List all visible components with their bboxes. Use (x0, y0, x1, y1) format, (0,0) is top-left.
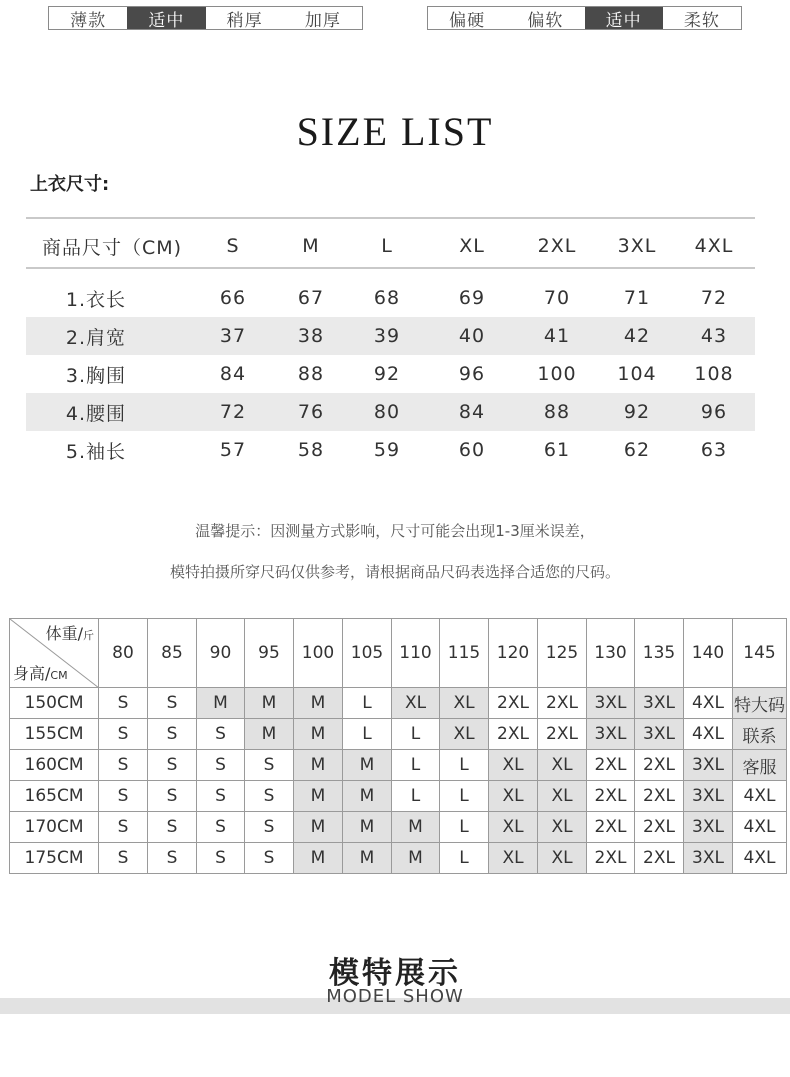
grid-corner-cell (10, 619, 99, 688)
weight-header-cell: 95 (245, 619, 294, 688)
size-recommendation-cell: 2XL (635, 812, 684, 843)
height-row (10, 843, 787, 874)
size-recommendation-cell: 4XL (733, 843, 787, 874)
thickness-option-active: 适中 (127, 7, 205, 29)
size-recommendation-cell: S (148, 750, 197, 781)
measurement-label: 5.袖长 (65, 440, 127, 463)
size-recommendation-cell: XL (489, 750, 538, 781)
size-recommendation-cell: M (343, 812, 392, 843)
size-recommendation-cell: S (99, 688, 148, 719)
size-recommendation-cell: S (197, 781, 245, 812)
size-recommendation-cell: 2XL (489, 688, 538, 719)
size-recommendation-cell: S (148, 719, 197, 750)
measurement-value: 96 (700, 401, 728, 423)
size-recommendation-cell: M (294, 750, 343, 781)
size-recommendation-cell: S (245, 843, 294, 874)
measurement-value: 69 (458, 287, 486, 309)
size-recommendation-cell: 3XL (635, 688, 684, 719)
table-top-divider (26, 217, 755, 219)
measurement-value: 92 (623, 401, 651, 423)
size-recommendation-cell: XL (440, 719, 489, 750)
size-header-cell: 4XL (694, 235, 734, 257)
size-table-header (26, 227, 755, 265)
size-table-header-label: 商品尺寸（CM) (41, 236, 183, 259)
size-recommendation-cell: 2XL (538, 719, 587, 750)
measurement-value: 80 (373, 401, 401, 423)
size-recommendation-cell: 客服 (733, 750, 787, 781)
softness-selector (427, 6, 742, 30)
size-recommendation-cell: 4XL (733, 812, 787, 843)
height-row (10, 688, 787, 719)
measurement-value: 70 (543, 287, 571, 309)
size-recommendation-cell: L (440, 781, 489, 812)
measurement-value: 60 (458, 439, 486, 461)
measurement-value: 42 (623, 325, 651, 347)
weight-header-cell: 100 (294, 619, 343, 688)
size-header-cell: S (226, 235, 240, 257)
size-table-row (26, 431, 755, 469)
size-recommendation-cell: 2XL (587, 781, 635, 812)
size-recommendation-cell: L (392, 781, 440, 812)
weight-header-cell: 135 (635, 619, 684, 688)
weight-header-cell: 140 (684, 619, 733, 688)
measurement-label: 4.腰围 (65, 402, 127, 425)
size-recommendation-cell: M (343, 843, 392, 874)
measurement-value: 61 (543, 439, 571, 461)
size-recommendation-cell: S (148, 688, 197, 719)
size-recommendation-cell: S (99, 812, 148, 843)
weight-header-cell: 115 (440, 619, 489, 688)
measurement-value: 76 (297, 401, 325, 423)
weight-header-cell: 90 (197, 619, 245, 688)
measurement-value: 39 (373, 325, 401, 347)
size-recommendation-cell: S (148, 812, 197, 843)
measurement-value: 88 (297, 363, 325, 385)
size-recommendation-cell: M (343, 750, 392, 781)
measurement-value: 72 (219, 401, 247, 423)
size-recommendation-cell: S (148, 781, 197, 812)
size-table-row (26, 393, 755, 431)
measurement-value: 43 (700, 325, 728, 347)
measurement-value: 96 (458, 363, 486, 385)
weight-header-cell: 120 (489, 619, 538, 688)
size-recommendation-cell: M (294, 843, 343, 874)
size-recommendation-cell: M (392, 843, 440, 874)
measurement-label: 1.衣长 (65, 288, 127, 311)
size-recommendation-cell: L (343, 719, 392, 750)
height-label-cell: 160CM (10, 750, 99, 781)
measurement-label: 2.肩宽 (65, 326, 127, 349)
size-header-cell: 3XL (617, 235, 657, 257)
size-recommendation-cell: XL (538, 781, 587, 812)
height-row (10, 719, 787, 750)
measurement-value: 62 (623, 439, 651, 461)
size-recommendation-cell: M (197, 688, 245, 719)
size-recommendation-cell: S (197, 719, 245, 750)
size-recommendation-cell: M (294, 781, 343, 812)
measurement-value: 66 (219, 287, 247, 309)
size-recommendation-cell: M (294, 688, 343, 719)
weight-header-cell: 80 (99, 619, 148, 688)
size-recommendation-cell: 2XL (635, 750, 684, 781)
size-list-title: SIZE LIST (296, 109, 494, 154)
measurement-value: 57 (219, 439, 247, 461)
size-recommendation-cell: L (440, 812, 489, 843)
measurement-value: 40 (458, 325, 486, 347)
measurement-value: 59 (373, 439, 401, 461)
tip-line-2: 模特拍摄所穿尺码仅供参考，请根据商品尺码表选择合适您的尺码。 (169, 563, 620, 581)
height-label-cell: 150CM (10, 688, 99, 719)
size-recommendation-cell: 3XL (684, 843, 733, 874)
softness-option: 偏硬 (449, 10, 486, 31)
size-recommendation-cell: M (294, 812, 343, 843)
measurement-value: 71 (623, 287, 651, 309)
measurement-value: 38 (297, 325, 325, 347)
size-recommendation-cell: XL (538, 750, 587, 781)
size-recommendation-cell: 2XL (489, 719, 538, 750)
size-recommendation-cell: L (392, 750, 440, 781)
size-recommendation-cell: S (245, 812, 294, 843)
size-recommendation-cell: S (99, 843, 148, 874)
softness-option-active: 适中 (585, 7, 663, 29)
height-row (10, 750, 787, 781)
size-recommendation-cell: S (99, 719, 148, 750)
measurement-value: 72 (700, 287, 728, 309)
height-label-cell: 155CM (10, 719, 99, 750)
size-recommendation-cell: 4XL (684, 688, 733, 719)
size-table-row (26, 317, 755, 355)
size-recommendation-cell: XL (489, 812, 538, 843)
size-recommendation-cell: M (294, 719, 343, 750)
size-header-cell: XL (459, 235, 485, 257)
measurement-value: 84 (219, 363, 247, 385)
thickness-option: 薄款 (70, 10, 107, 31)
height-label-cell: 165CM (10, 781, 99, 812)
measurement-value: 108 (694, 363, 734, 385)
weight-header-cell: 105 (343, 619, 392, 688)
measurement-value: 58 (297, 439, 325, 461)
size-recommendation-cell: M (392, 812, 440, 843)
size-recommendation-cell: 2XL (587, 812, 635, 843)
size-recommendation-cell: L (440, 843, 489, 874)
weight-header-cell: 85 (148, 619, 197, 688)
height-row (10, 781, 787, 812)
size-recommendation-cell: XL (538, 843, 587, 874)
measurement-value: 100 (537, 363, 577, 385)
measurement-value: 84 (458, 401, 486, 423)
size-recommendation-cell: S (197, 750, 245, 781)
size-recommendation-cell: 2XL (587, 750, 635, 781)
size-recommendation-cell: L (343, 688, 392, 719)
tip-line-1: 温馨提示：因测量方式影响，尺寸可能会出现1-3厘米误差， (195, 522, 595, 540)
model-show-subtitle: MODEL SHOW (326, 986, 464, 1007)
size-recommendation-cell: XL (538, 812, 587, 843)
measurement-value: 67 (297, 287, 325, 309)
weight-axis-label: 体重/斤 (45, 624, 94, 643)
height-row (10, 812, 787, 843)
table-header-divider (26, 267, 755, 269)
size-recommendation-cell: L (392, 719, 440, 750)
size-recommendation-cell: XL (489, 781, 538, 812)
measurement-value: 63 (700, 439, 728, 461)
size-recommendation-cell: 4XL (684, 719, 733, 750)
thickness-option: 稍厚 (226, 10, 263, 31)
size-table-row (26, 279, 755, 317)
size-recommendation-cell: M (245, 688, 294, 719)
top-size-subtitle: 上衣尺寸: (30, 174, 110, 195)
softness-option: 柔软 (683, 10, 720, 31)
weight-header-cell: 125 (538, 619, 587, 688)
size-recommendation-cell: S (245, 750, 294, 781)
size-table-row (26, 355, 755, 393)
measurement-value: 88 (543, 401, 571, 423)
size-recommendation-cell: 3XL (684, 781, 733, 812)
measurement-value: 68 (373, 287, 401, 309)
model-show-title: 模特展示 (329, 956, 461, 991)
size-recommendation-cell: 2XL (538, 688, 587, 719)
size-recommendation-cell: 3XL (635, 719, 684, 750)
softness-option: 偏软 (527, 10, 564, 31)
size-recommendation-cell: 3XL (587, 719, 635, 750)
size-recommendation-cell: 联系 (733, 719, 787, 750)
measurement-label: 3.胸围 (65, 364, 127, 387)
size-recommendation-cell: 3XL (684, 750, 733, 781)
size-recommendation-cell: 3XL (587, 688, 635, 719)
thickness-option: 加厚 (304, 10, 341, 31)
size-recommendation-cell: 2XL (587, 843, 635, 874)
size-recommendation-cell: 3XL (684, 812, 733, 843)
size-header-cell: L (381, 235, 393, 257)
size-recommendation-cell: 特大码 (733, 688, 787, 719)
weight-height-size-grid (9, 618, 787, 874)
measurement-value: 104 (617, 363, 657, 385)
measurement-value: 41 (543, 325, 571, 347)
size-header-cell: M (302, 235, 320, 257)
size-recommendation-cell: S (197, 812, 245, 843)
size-recommendation-cell: M (343, 781, 392, 812)
measurement-value: 92 (373, 363, 401, 385)
height-axis-label: 身高/CM (13, 664, 68, 683)
size-recommendation-cell: L (440, 750, 489, 781)
measurement-value: 37 (219, 325, 247, 347)
height-label-cell: 175CM (10, 843, 99, 874)
size-recommendation-cell: XL (392, 688, 440, 719)
size-recommendation-cell: 2XL (635, 843, 684, 874)
size-recommendation-cell: 4XL (733, 781, 787, 812)
size-recommendation-cell: M (245, 719, 294, 750)
weight-header-cell: 145 (733, 619, 787, 688)
size-recommendation-cell: 2XL (635, 781, 684, 812)
size-recommendation-cell: S (148, 843, 197, 874)
size-recommendation-cell: XL (440, 688, 489, 719)
height-label-cell: 170CM (10, 812, 99, 843)
thickness-selector (48, 6, 363, 30)
size-recommendation-cell: S (99, 781, 148, 812)
size-header-cell: 2XL (537, 235, 577, 257)
size-recommendation-cell: S (197, 843, 245, 874)
weight-header-cell: 110 (392, 619, 440, 688)
size-recommendation-cell: XL (489, 843, 538, 874)
size-recommendation-cell: S (99, 750, 148, 781)
weight-header-cell: 130 (587, 619, 635, 688)
weight-header-row (10, 619, 787, 688)
size-recommendation-cell: S (245, 781, 294, 812)
